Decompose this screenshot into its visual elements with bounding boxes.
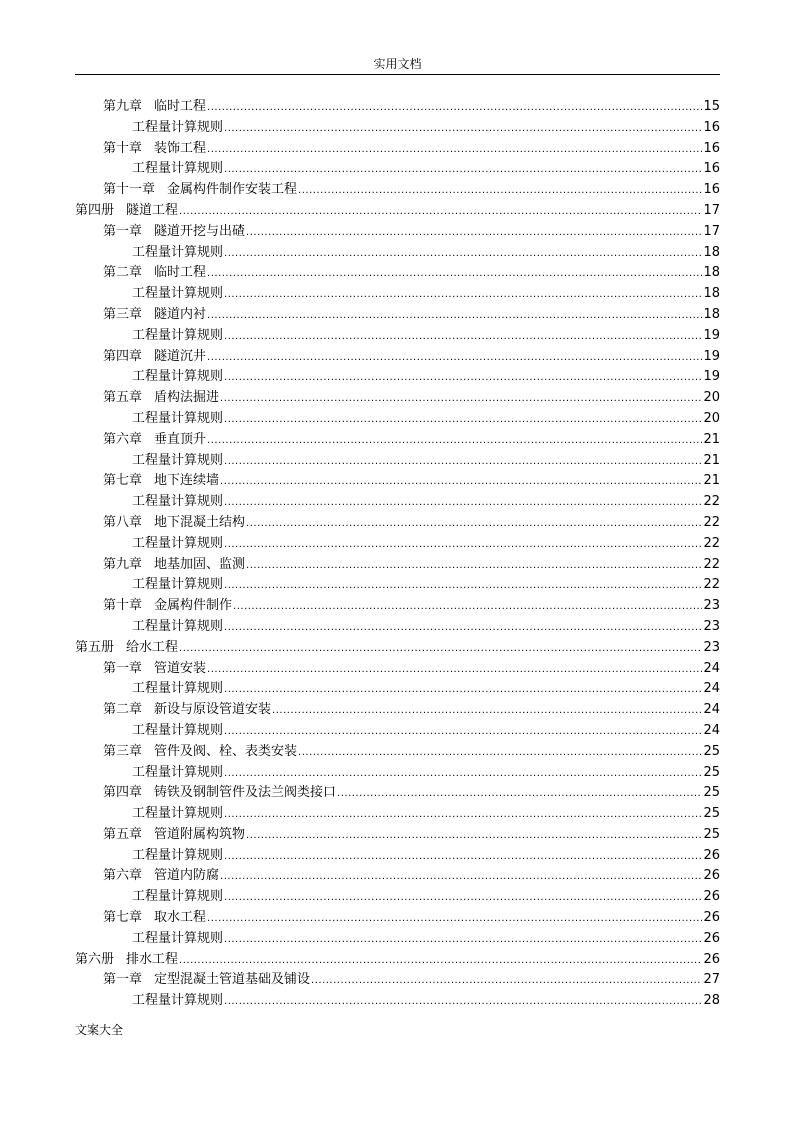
toc-dot-leader	[224, 285, 702, 306]
toc-entry[interactable]	[75, 222, 720, 243]
toc-entry-title: 铸铁及钢制管件及法兰阀类接口	[154, 785, 337, 801]
toc-page-number: 26	[703, 868, 720, 884]
toc-entry[interactable]	[75, 555, 720, 576]
toc-dot-leader	[207, 140, 702, 161]
toc-page-number: 22	[703, 494, 720, 510]
toc-page-number: 16	[703, 161, 720, 177]
toc-entry-number: 第一章	[103, 972, 143, 988]
toc-entry[interactable]	[75, 783, 720, 804]
toc-page-number: 17	[703, 223, 720, 239]
toc-entry-number: 第一章	[103, 660, 143, 676]
toc-entry-number: 第十章	[103, 140, 143, 156]
toc-entry-title: 工程量计算规则	[132, 452, 224, 468]
toc-entry-label	[132, 534, 223, 555]
toc-entry[interactable]	[75, 534, 720, 555]
toc-page-number: 18	[703, 286, 720, 302]
toc-dot-leader	[298, 743, 702, 764]
toc-entry-number: 第四册	[75, 202, 115, 218]
toc-entry-label	[132, 451, 223, 472]
toc-dot-leader	[207, 98, 702, 119]
toc-entry-number: 第十章	[103, 598, 143, 614]
toc-page-number: 15	[703, 99, 720, 114]
toc-entry-label	[132, 991, 223, 1012]
toc-entry-title: 地基加固、监测	[154, 556, 246, 572]
toc-dot-leader	[224, 368, 702, 389]
toc-dot-leader	[220, 389, 702, 410]
toc-entry-number: 第二章	[103, 702, 143, 718]
toc-entry[interactable]	[75, 118, 720, 139]
toc-entry-title: 工程量计算规则	[132, 244, 224, 260]
toc-dot-leader	[224, 680, 702, 701]
toc-entry-label	[103, 139, 206, 160]
toc-entry-number: 第九章	[103, 99, 143, 114]
toc-entry-title: 工程量计算规则	[132, 993, 224, 1009]
toc-page-number: 24	[703, 681, 720, 697]
toc-entry-title: 隧道开挖与出碴	[154, 223, 246, 239]
toc-dot-leader	[224, 410, 702, 431]
toc-entry-label	[132, 118, 223, 139]
toc-entry[interactable]	[75, 159, 720, 180]
toc-dot-leader	[207, 306, 702, 327]
toc-entry[interactable]	[75, 430, 720, 451]
toc-entry-number: 第五章	[103, 826, 143, 842]
toc-entry[interactable]	[75, 846, 720, 867]
toc-entry-title: 工程量计算规则	[132, 119, 224, 135]
toc-dot-leader	[311, 971, 702, 992]
toc-entry-label	[103, 908, 206, 929]
toc-dot-leader	[246, 514, 702, 535]
toc-entry-label	[103, 97, 206, 118]
toc-entry-title: 隧道内衬	[154, 306, 207, 322]
toc-entry[interactable]	[75, 367, 720, 388]
toc-entry[interactable]	[75, 887, 720, 908]
toc-entry-label	[103, 825, 245, 846]
toc-entry-label	[132, 575, 223, 596]
toc-entry[interactable]	[75, 180, 720, 201]
toc-entry[interactable]	[75, 763, 720, 784]
toc-entry-label	[103, 388, 219, 409]
toc-dot-leader	[207, 264, 702, 285]
toc-page-number: 16	[703, 182, 720, 198]
toc-entry-number: 第四章	[103, 785, 143, 801]
toc-page-number: 24	[703, 702, 720, 718]
toc-page-number: 18	[703, 265, 720, 281]
toc-dot-leader	[224, 452, 702, 473]
toc-dot-leader	[179, 951, 702, 972]
toc-entry-title: 工程量计算规则	[132, 327, 224, 343]
toc-entry-title: 工程量计算规则	[132, 161, 224, 177]
toc-dot-leader	[224, 722, 702, 743]
toc-entry-label	[132, 804, 223, 825]
toc-entry[interactable]	[75, 991, 720, 1012]
toc-page-number: 18	[703, 306, 720, 322]
toc-dot-leader	[220, 867, 702, 888]
toc-page-number: 24	[703, 722, 720, 738]
toc-entry-label	[132, 679, 223, 700]
toc-entry[interactable]	[75, 201, 720, 222]
table-of-contents	[75, 97, 720, 1012]
toc-entry-title: 管道附属构筑物	[154, 826, 246, 842]
toc-entry-number: 第三章	[103, 306, 143, 322]
toc-page-number: 20	[703, 410, 720, 426]
toc-entry[interactable]	[75, 139, 720, 160]
toc-entry-title: 金属构件制作安装工程	[167, 182, 298, 198]
toc-page-number: 26	[703, 930, 720, 946]
toc-entry-title: 管道内防腐	[154, 868, 220, 884]
toc-entry-number: 第七章	[103, 910, 143, 926]
toc-dot-leader	[246, 556, 702, 577]
toc-page-number: 21	[703, 431, 720, 447]
toc-entry[interactable]	[75, 513, 720, 534]
toc-page-number: 22	[703, 514, 720, 530]
toc-dot-leader	[207, 909, 702, 930]
toc-dot-leader	[224, 119, 702, 140]
toc-dot-leader	[207, 431, 702, 452]
toc-entry-label	[103, 783, 336, 804]
toc-entry-title: 工程量计算规则	[132, 681, 224, 697]
toc-entry-title: 垂直顶升	[154, 431, 207, 447]
toc-entry-number: 第一章	[103, 223, 143, 239]
toc-entry-title: 工程量计算规则	[132, 806, 224, 822]
toc-entry-number: 第六册	[75, 951, 115, 967]
toc-entry-label	[103, 513, 245, 534]
toc-entry-number: 第七章	[103, 473, 143, 489]
toc-dot-leader	[207, 660, 702, 681]
toc-entry-label	[132, 846, 223, 867]
toc-entry[interactable]	[75, 492, 720, 513]
toc-entry[interactable]	[75, 721, 720, 742]
toc-dot-leader	[233, 597, 702, 618]
toc-entry-title: 工程量计算规则	[132, 930, 224, 946]
toc-entry-label	[132, 887, 223, 908]
toc-page-number: 26	[703, 889, 720, 905]
toc-entry-title: 工程量计算规则	[132, 410, 224, 426]
toc-entry[interactable]	[75, 804, 720, 825]
toc-entry-label	[75, 638, 178, 659]
toc-entry-title: 管道安装	[154, 660, 207, 676]
toc-dot-leader	[224, 805, 702, 826]
toc-dot-leader	[179, 202, 702, 223]
toc-entry[interactable]	[75, 950, 720, 971]
toc-page-number: 26	[703, 951, 720, 967]
toc-entry-label	[75, 201, 178, 222]
toc-page-number: 23	[703, 639, 720, 655]
toc-entry-label	[132, 763, 223, 784]
toc-entry-label	[103, 180, 297, 201]
header-rule	[75, 74, 720, 75]
toc-dot-leader	[224, 535, 702, 556]
toc-entry-number: 第九章	[103, 556, 143, 572]
toc-dot-leader	[179, 639, 702, 660]
toc-entry-label	[103, 471, 219, 492]
toc-entry[interactable]	[75, 409, 720, 430]
toc-page-number: 25	[703, 785, 720, 801]
toc-entry[interactable]	[75, 596, 720, 617]
toc-entry-label	[132, 159, 223, 180]
toc-entry-label	[103, 347, 206, 368]
toc-entry[interactable]	[75, 908, 720, 929]
toc-entry-number: 第四章	[103, 348, 143, 364]
toc-entry[interactable]	[75, 575, 720, 596]
toc-page-number: 21	[703, 473, 720, 489]
toc-dot-leader	[246, 826, 702, 847]
toc-dot-leader	[224, 244, 702, 265]
toc-entry[interactable]	[75, 305, 720, 326]
page-header: 实用文档	[373, 57, 422, 71]
toc-entry[interactable]	[75, 825, 720, 846]
toc-page-number: 27	[703, 972, 720, 988]
toc-entry-title: 工程量计算规则	[132, 847, 224, 863]
toc-entry[interactable]	[75, 659, 720, 680]
toc-page-number: 22	[703, 577, 720, 593]
toc-entry-label	[103, 700, 271, 721]
toc-entry-title: 隧道工程	[126, 202, 179, 218]
toc-page-number: 17	[703, 202, 720, 218]
toc-entry-title: 新设与原设管道安装	[154, 702, 272, 718]
toc-entry-title: 工程量计算规则	[132, 286, 224, 302]
toc-dot-leader	[224, 764, 702, 785]
toc-entry-title: 排水工程	[126, 951, 179, 967]
toc-entry-title: 地下连续墙	[154, 473, 220, 489]
toc-entry-number: 第五章	[103, 390, 143, 406]
toc-page-number: 20	[703, 390, 720, 406]
toc-entry-label	[103, 263, 206, 284]
toc-dot-leader	[298, 181, 702, 202]
toc-entry-label	[132, 492, 223, 513]
toc-page-number: 25	[703, 743, 720, 759]
toc-entry-number: 第六章	[103, 868, 143, 884]
toc-page-number: 25	[703, 806, 720, 822]
toc-page-number: 25	[703, 764, 720, 780]
toc-entry[interactable]	[75, 263, 720, 284]
toc-page-number: 28	[703, 993, 720, 1009]
toc-entry[interactable]	[75, 638, 720, 659]
toc-entry[interactable]	[75, 243, 720, 264]
toc-dot-leader	[224, 576, 702, 597]
toc-entry-title: 工程量计算规则	[132, 369, 224, 385]
toc-entry-title: 地下混凝土结构	[154, 514, 246, 530]
toc-entry-title: 金属构件制作	[154, 598, 233, 614]
toc-entry-label	[103, 742, 297, 763]
toc-page-number: 19	[703, 327, 720, 343]
toc-entry-title: 临时工程	[154, 265, 207, 281]
toc-entry-title: 给水工程	[126, 639, 179, 655]
toc-entry-title: 管件及阀、栓、表类安装	[154, 743, 298, 759]
toc-entry-label	[103, 970, 310, 991]
toc-entry-title: 工程量计算规则	[132, 764, 224, 780]
toc-page-number: 22	[703, 535, 720, 551]
toc-dot-leader	[224, 327, 702, 348]
toc-dot-leader	[224, 847, 702, 868]
toc-page-number: 26	[703, 910, 720, 926]
toc-entry-label	[103, 866, 219, 887]
toc-entry[interactable]	[75, 326, 720, 347]
toc-page-number: 16	[703, 119, 720, 135]
toc-entry[interactable]	[75, 284, 720, 305]
toc-page-number: 21	[703, 452, 720, 468]
toc-entry-label	[132, 326, 223, 347]
toc-entry[interactable]	[75, 471, 720, 492]
toc-entry-title: 工程量计算规则	[132, 535, 224, 551]
toc-entry-number: 第十一章	[103, 182, 156, 198]
toc-entry-title: 盾构法掘进	[154, 390, 220, 406]
page-footer: 文案大全	[75, 1023, 124, 1037]
toc-entry[interactable]	[75, 97, 720, 118]
toc-dot-leader	[224, 618, 702, 639]
toc-dot-leader	[272, 701, 702, 722]
toc-entry[interactable]	[75, 970, 720, 991]
toc-entry-number: 第六章	[103, 431, 143, 447]
toc-dot-leader	[224, 992, 702, 1013]
toc-entry-title: 工程量计算规则	[132, 889, 224, 905]
toc-entry-number: 第二章	[103, 265, 143, 281]
toc-dot-leader	[220, 472, 702, 493]
toc-entry[interactable]	[75, 347, 720, 368]
toc-entry-label	[132, 617, 223, 638]
toc-entry[interactable]	[75, 700, 720, 721]
toc-page-number: 23	[703, 598, 720, 614]
toc-entry-title: 临时工程	[154, 99, 207, 114]
toc-entry[interactable]	[75, 929, 720, 950]
toc-page-number: 25	[703, 826, 720, 842]
toc-page-number: 18	[703, 244, 720, 260]
toc-entry-label	[132, 721, 223, 742]
toc-page-number: 19	[703, 348, 720, 364]
toc-entry-title: 工程量计算规则	[132, 494, 224, 510]
toc-entry-label	[132, 243, 223, 264]
toc-entry-number: 第三章	[103, 743, 143, 759]
toc-entry-label	[132, 409, 223, 430]
toc-entry-title: 取水工程	[154, 910, 207, 926]
toc-dot-leader	[224, 160, 702, 181]
toc-dot-leader	[224, 930, 702, 951]
toc-entry-title: 定型混凝土管道基础及铺设	[154, 972, 311, 988]
toc-entry-label	[132, 929, 223, 950]
toc-page-number: 23	[703, 618, 720, 634]
toc-entry[interactable]	[75, 451, 720, 472]
toc-entry-number: 第八章	[103, 514, 143, 530]
toc-dot-leader	[224, 888, 702, 909]
toc-entry-label	[103, 555, 245, 576]
toc-entry[interactable]	[75, 742, 720, 763]
toc-entry-label	[103, 659, 206, 680]
toc-entry-label	[132, 284, 223, 305]
toc-dot-leader	[337, 784, 702, 805]
toc-page-number: 19	[703, 369, 720, 385]
toc-page-number: 22	[703, 556, 720, 572]
toc-entry-title: 工程量计算规则	[132, 577, 224, 593]
toc-entry-label	[103, 596, 232, 617]
toc-entry-title: 工程量计算规则	[132, 722, 224, 738]
toc-dot-leader	[207, 348, 702, 369]
toc-dot-leader	[246, 223, 702, 244]
toc-entry[interactable]	[75, 679, 720, 700]
toc-entry-label	[103, 305, 206, 326]
toc-entry-label	[132, 367, 223, 388]
toc-entry-label	[103, 222, 245, 243]
toc-entry[interactable]	[75, 617, 720, 638]
toc-entry-title: 隧道沉井	[154, 348, 207, 364]
toc-page-number: 26	[703, 847, 720, 863]
toc-entry-label	[103, 430, 206, 451]
toc-entry-number: 第五册	[75, 639, 115, 655]
toc-entry-title: 工程量计算规则	[132, 618, 224, 634]
toc-entry[interactable]	[75, 388, 720, 409]
toc-entry-label	[75, 950, 178, 971]
toc-entry-title: 装饰工程	[154, 140, 207, 156]
toc-dot-leader	[224, 493, 702, 514]
toc-page-number: 16	[703, 140, 720, 156]
toc-page-number: 24	[703, 660, 720, 676]
toc-entry[interactable]	[75, 866, 720, 887]
